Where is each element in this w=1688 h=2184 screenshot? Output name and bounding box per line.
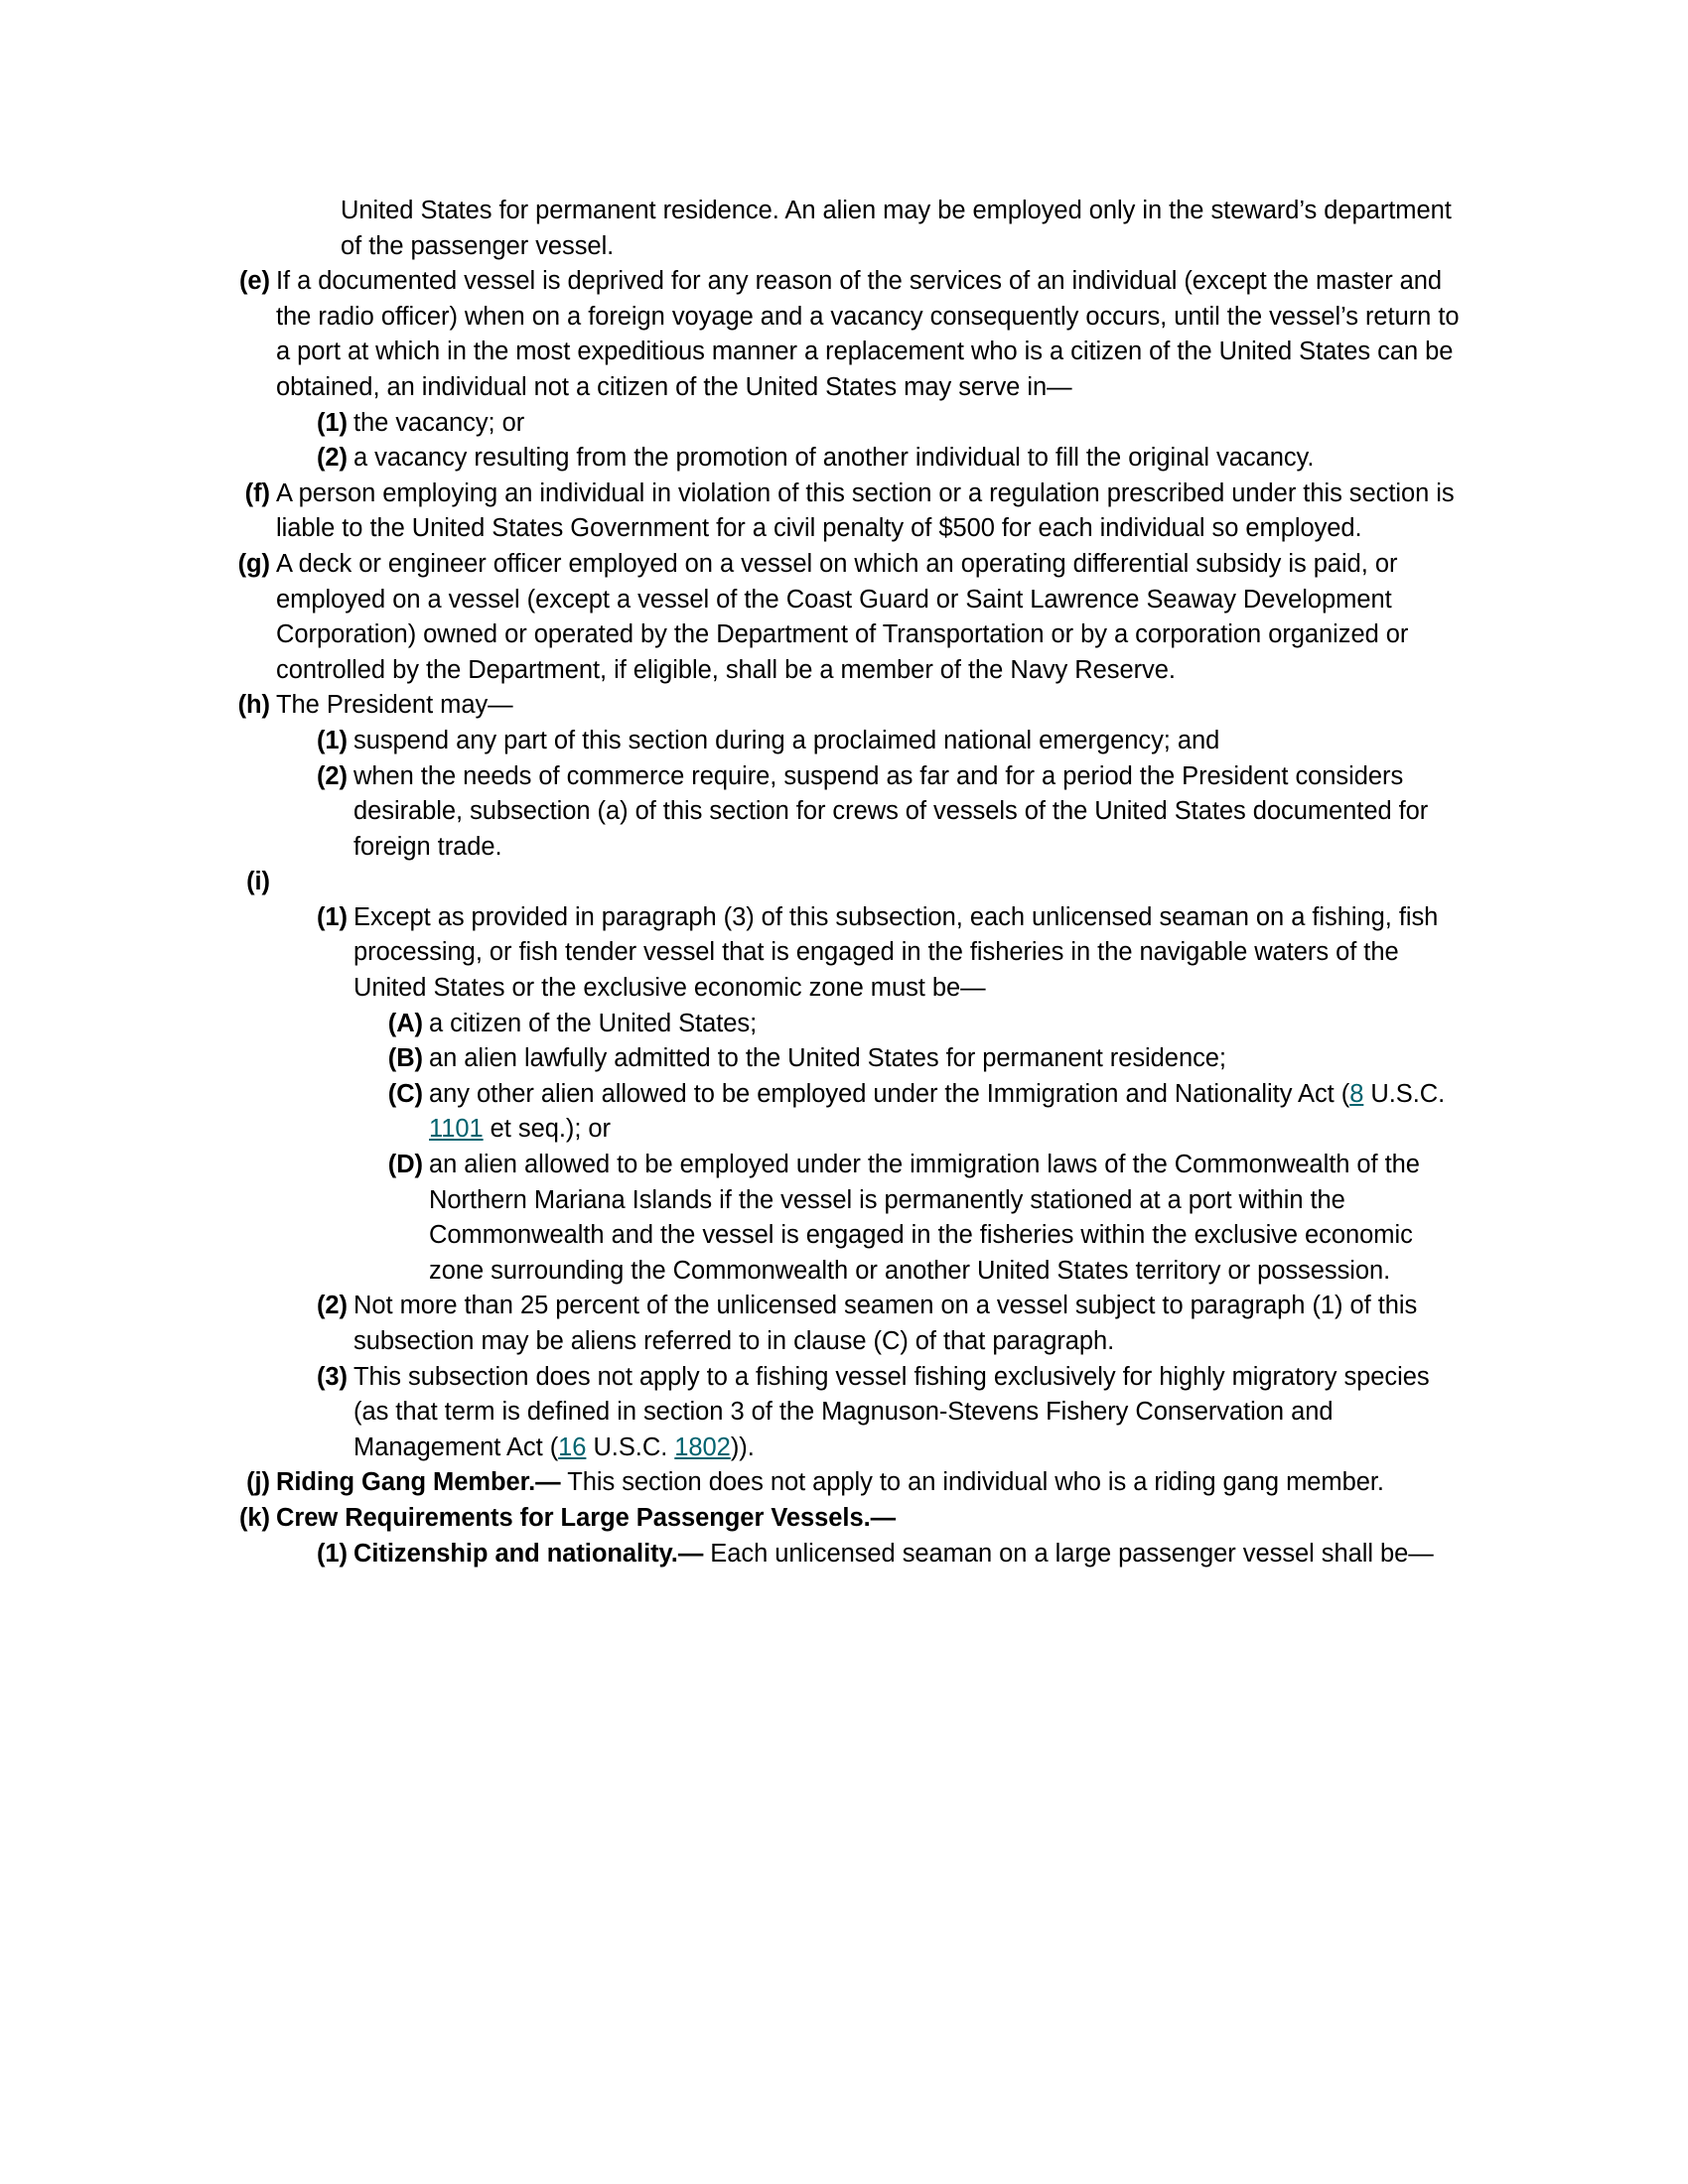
statute-block-k-1 xyxy=(306,1537,1465,1572)
statute-text-i-1-A: a citizen of the United States; xyxy=(429,1009,758,1037)
statute-block-g xyxy=(228,547,1465,688)
statute-heading-k-1: Citizenship and nationality.— xyxy=(353,1539,704,1568)
statute-text-run: )). xyxy=(730,1433,755,1461)
statute-text-i xyxy=(276,865,1465,900)
statute-text-run: This subsection does not apply to a fishing vessel fishing exclusively for highly migratory species (as that term is defined in section 3 of the Magnuson-Stevens Fishery Conservation and Management Act ( xyxy=(353,1362,1430,1461)
statute-block-i-2 xyxy=(306,1289,1465,1359)
statute-text-i-1-C xyxy=(429,1077,1465,1148)
citation-link-16[interactable]: 16 xyxy=(558,1433,587,1461)
citation-link-8[interactable]: 8 xyxy=(1349,1079,1364,1108)
statute-text-k-1 xyxy=(353,1537,1465,1572)
statute-text-f: A person employing an individual in violation of this section or a regulation prescribed under this section is liable to the United States Government for a civil penalty of $500 for each individual so employed. xyxy=(276,478,1455,543)
statute-text-h-2: when the needs of commerce require, suspend as far and for a period the President considers desirable, subsection (a) of this section for crews of vessels of the United States documented for foreign trade. xyxy=(353,761,1429,861)
statute-text-cont-d: United States for permanent residence. An alien may be employed only in the steward’s department of the passenger vessel. xyxy=(341,197,1452,260)
statute-marker-h-1: (1) xyxy=(316,726,348,754)
statute-text-i-1: Except as provided in paragraph (3) of this subsection, each unlicensed seaman on a fishing, fish processing, or fish tender vessel that is engaged in the fisheries in the navigable waters of the United States or the exclusive economic zone must be— xyxy=(353,902,1439,1003)
statute-block-k xyxy=(228,1501,1465,1537)
statute-marker-f: (f) xyxy=(244,478,270,507)
statute-marker-i-3: (3) xyxy=(316,1362,348,1391)
statute-marker-k: (k) xyxy=(238,1503,270,1532)
statute-text-run: This section does not apply to an individual who is a riding gang member. xyxy=(560,1468,1384,1497)
statute-text-k xyxy=(276,1501,1465,1537)
statute-block-h-1 xyxy=(306,724,1465,759)
statute-block-i-1-A xyxy=(375,1007,1465,1042)
statute-block-j xyxy=(228,1465,1465,1501)
statute-text-h-1: suspend any part of this section during a proclaimed national emergency; and xyxy=(353,726,1220,754)
statute-marker-i-1-D: (D) xyxy=(387,1151,423,1179)
statute-heading-j: Riding Gang Member.— xyxy=(276,1468,561,1497)
statute-text-run: U.S.C. xyxy=(1363,1079,1446,1108)
statute-block-e-1 xyxy=(306,406,1465,442)
statute-text-h: The President may— xyxy=(276,691,513,720)
statute-block-f xyxy=(228,477,1465,547)
statute-block-i-1-B xyxy=(375,1041,1465,1077)
citation-link-1101[interactable]: 1101 xyxy=(429,1115,484,1144)
citation-link-1802[interactable]: 1802 xyxy=(674,1433,731,1461)
statute-marker-i-1-C: (C) xyxy=(387,1079,423,1108)
statute-marker-i-2: (2) xyxy=(316,1292,348,1320)
statute-block-i-1-D xyxy=(375,1148,1465,1289)
statute-marker-e: (e) xyxy=(238,267,270,296)
statute-marker-i: (i) xyxy=(246,868,270,896)
statute-text-i-3 xyxy=(353,1360,1465,1466)
statute-marker-e-2: (2) xyxy=(316,444,348,473)
statute-text-i-1-D: an alien allowed to be employed under the immigration laws of the Commonwealth of the Northern Mariana Islands if the vessel is permanently stationed at a port within the Commonwealth and the vessel is engaged in the fisheries within the exclusive economic zone surrounding the Commonwealth or another United States territory or possession. xyxy=(429,1151,1420,1285)
statute-block-e-2 xyxy=(306,441,1465,477)
statute-block-i-1 xyxy=(306,900,1465,1007)
statute-block-e xyxy=(228,264,1465,405)
statute-block-cont-d xyxy=(341,194,1465,264)
statute-text-i-2: Not more than 25 percent of the unlicensed seamen on a vessel subject to paragraph (1) of this subsection may be aliens referred to in clause (C) of that paragraph. xyxy=(353,1292,1418,1355)
statute-marker-i-1-A: (A) xyxy=(387,1009,423,1037)
statute-text-g: A deck or engineer officer employed on a vessel on which an operating differential subsidy is paid, or employed on a vessel (except a vessel of the Coast Guard or Saint Lawrence Seaway Development Corporation) owned or operated by the Department of Transportation or by a corporation organized or controlled by the Department, if eligible, shall be a member of the Navy Reserve. xyxy=(276,549,1409,684)
statute-text-j xyxy=(276,1465,1465,1501)
statute-marker-k-1: (1) xyxy=(316,1539,348,1568)
statute-text-i-1-B: an alien lawfully admitted to the United States for permanent residence; xyxy=(429,1044,1226,1073)
statute-text-run: Each unlicensed seaman on a large passenger vessel shall be— xyxy=(703,1539,1434,1568)
statute-block-i xyxy=(228,865,1465,900)
statute-heading-k: Crew Requirements for Large Passenger Vessels.— xyxy=(276,1503,897,1532)
statute-text-run: any other alien allowed to be employed under the Immigration and Nationality Act ( xyxy=(429,1079,1350,1108)
statute-marker-g: (g) xyxy=(237,549,270,578)
statute-block-i-1-C xyxy=(375,1077,1465,1148)
statute-block-h xyxy=(228,688,1465,724)
statute-text-run: U.S.C. xyxy=(586,1433,675,1461)
statute-text-e-2: a vacancy resulting from the promotion of another individual to fill the original vacancy. xyxy=(353,444,1315,473)
statute-marker-e-1: (1) xyxy=(316,408,348,437)
statute-block-i-3 xyxy=(306,1360,1465,1466)
statute-marker-h-2: (2) xyxy=(316,761,348,790)
statute-marker-i-1-B: (B) xyxy=(387,1044,423,1073)
statute-marker-h: (h) xyxy=(237,691,270,720)
statute-text-run: et seq.); or xyxy=(483,1115,611,1144)
statute-block-h-2 xyxy=(306,759,1465,866)
statute-marker-j: (j) xyxy=(246,1468,270,1497)
statute-text-body xyxy=(228,194,1465,1571)
statute-marker-i-1: (1) xyxy=(316,902,348,931)
statute-text-e-1: the vacancy; or xyxy=(353,408,525,437)
statute-text-e: If a documented vessel is deprived for any reason of the services of an individual (except the master and the radio officer) when on a foreign voyage and a vacancy consequently occurs, until the vessel’s return to a port at which in the most expeditious manner a replacement who is a citizen of the United States can be obtained, an individual not a citizen of the United States may serve in— xyxy=(276,267,1460,401)
